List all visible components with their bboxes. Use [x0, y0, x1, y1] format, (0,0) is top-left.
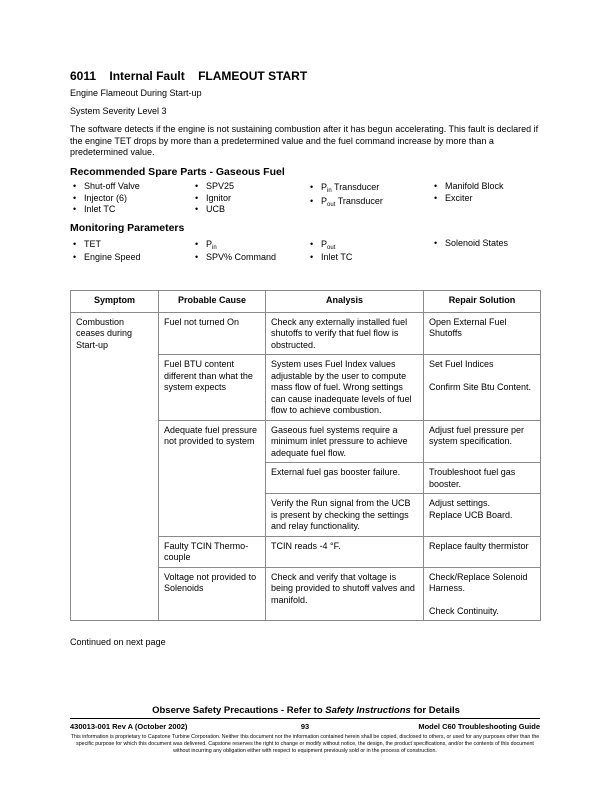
spare-parts-heading: Recommended Spare Parts - Gaseous Fuel [70, 166, 285, 178]
analysis-cell: System uses Fuel Index values adjustable by the user to compute mass flow of fuel. Wrong settings can cause inadequate levels of fuel flow to achieve combustion. [266, 355, 424, 421]
monitoring-col-4 [434, 238, 508, 250]
repair-cell: Open External Fuel Shutoffs [424, 312, 541, 355]
list-item: • Solenoid States [434, 238, 509, 248]
list-item: • $P_{in}$ [195, 239, 217, 251]
repair-cell: Adjust settings. Replace UCB Board. [424, 494, 541, 537]
fault-code: 6011 [70, 69, 97, 83]
analysis-cell: TCIN reads -4 °F. [266, 536, 424, 567]
fault-name: FLAMEOUT START [198, 69, 308, 83]
severity-level: System Severity Level 3 [70, 106, 167, 116]
repair-cell: Replace faulty thermistor [424, 536, 541, 567]
list-item: • SPV25 [195, 181, 235, 191]
guide-title: Model C60 Troubleshooting Guide [418, 722, 540, 731]
legal-notice: This information is proprietary to Capstone Turbine Corporation. Neither this document nor the information contained herein shall be copied, disclosed to others, or used for any purposes other than the specific purpose for which this document was delivered. Capstone reserves the right to change or modify without notice, the design, the product specifications, and/or the contents of this document without incurring any obligation either with respect to equipment previously sold or in the process of construction. [70, 734, 540, 754]
cause-cell: Voltage not provided to Solenoids [159, 567, 266, 621]
list-item: • Inlet TC [310, 252, 353, 262]
list-item: • $P_{out}$ Transducer [310, 195, 383, 208]
repair-cell: Set Fuel Indices Confirm Site Btu Content. [424, 355, 541, 421]
document-number: 430013-001 Rev A (October 2002) [70, 722, 188, 731]
list-item: • Inlet TC [73, 204, 116, 214]
page-number: 93 [300, 722, 310, 731]
analysis-cell: Check any externally installed fuel shutoffs to verify that fuel flow is obstructed. [266, 312, 424, 355]
spare-parts-col-4 [434, 181, 504, 204]
cause-cell: Adequate fuel pressure not provided to system [159, 420, 266, 536]
table-header-row [71, 291, 541, 313]
header-analysis: Analysis [266, 291, 424, 313]
monitoring-col-1 [73, 238, 141, 263]
list-item: • $P_{out}$ [310, 239, 336, 251]
symptom-cell: Combustion ceases during Start-up [71, 312, 159, 621]
fault-subtitle: Engine Flameout During Start-up [70, 88, 202, 98]
monitoring-col-2 [195, 238, 276, 264]
fault-category: Internal Fault [109, 69, 185, 83]
monitoring-col-3 [310, 238, 352, 264]
header-symptom: Symptom [71, 291, 159, 313]
list-item: • TET [73, 239, 101, 249]
list-item: • Manifold Block [434, 181, 504, 191]
list-item: • $P_{in}$ Transducer [310, 182, 380, 194]
fault-description: The software detects if the engine is not sustaining combustion after it has begun accelerating. This fault is declared if the engine TET drops by more than a predetermined value and the fuel command increase by more than a predetermined value. [70, 124, 539, 157]
analysis-cell: Verify the Run signal from the UCB is present by checking the settings and relay functionality. [266, 494, 424, 537]
page-title [70, 69, 307, 83]
repair-cell: Troubleshoot fuel gas booster. [424, 463, 541, 494]
footer-divider [70, 718, 540, 719]
list-item: • SPV% Command [195, 252, 277, 262]
troubleshooting-table [70, 290, 541, 621]
spare-parts-col-1 [73, 181, 140, 216]
analysis-cell: External fuel gas booster failure. [266, 463, 424, 494]
cause-cell: Fuel not turned On [159, 312, 266, 355]
header-probable-cause: Probable Cause [159, 291, 266, 313]
repair-cell: Check/Replace Solenoid Harness. Check Continuity. [424, 567, 541, 621]
list-item: • Injector (6) [73, 192, 128, 203]
list-item: • Shut-off Valve [73, 181, 140, 191]
list-item: • Exciter [434, 192, 473, 203]
safety-notice: Observe Safety Precautions - Refer to Safety Instructions for Details [152, 705, 460, 716]
header-repair-solution: Repair Solution [424, 291, 541, 313]
continued-note: Continued on next page [70, 637, 166, 647]
analysis-cell: Check and verify that voltage is being provided to shutoff valves and manifold. [266, 567, 424, 621]
monitoring-heading: Monitoring Parameters [70, 222, 185, 234]
list-item: • Ignitor [195, 192, 232, 203]
spare-parts-col-2 [195, 181, 234, 216]
cause-cell: Fuel BTU content different than what the system expects [159, 355, 266, 421]
repair-cell: Adjust fuel pressure per system specification. [424, 420, 541, 463]
list-item: • Engine Speed [73, 251, 141, 262]
table-row [71, 312, 541, 355]
analysis-cell: Gaseous fuel systems require a minimum inlet pressure to achieve adequate fuel flow. [266, 420, 424, 463]
spare-parts-col-3 [310, 181, 383, 208]
cause-cell: Faulty TCIN Thermo-couple [159, 536, 266, 567]
list-item: • UCB [195, 204, 226, 214]
